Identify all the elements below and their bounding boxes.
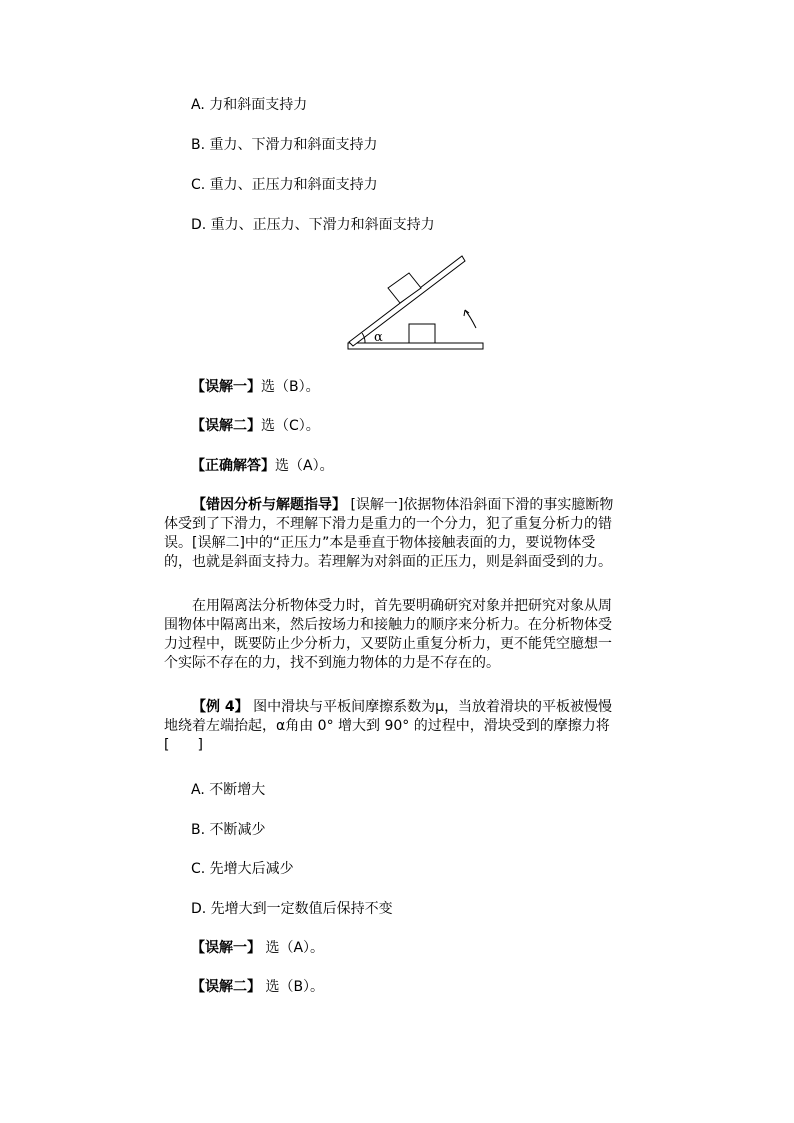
- method-line-4: 个实际不存在的力，找不到施力物体的力是不存在的。: [164, 655, 500, 671]
- example4-line-3: [ ]: [164, 737, 203, 753]
- analysis-line-3: 误。[误解二]中的“正压力”本是垂直于物体接触表面的力，要说物体受: [164, 535, 596, 551]
- correct-answer-tag: 【正确解答】: [191, 458, 275, 474]
- q4-wrong-answer-1: [191, 939, 324, 957]
- ground-board: [348, 343, 483, 349]
- wrong-answer-1-tag: 【误解一】: [191, 379, 261, 395]
- method-paragraph: [164, 597, 684, 673]
- example4-tag: 【例 4】: [192, 699, 249, 715]
- analysis-line-1: 【错因分析与解题指导】 [误解一]依据物体沿斜面下滑的事实臆断物: [192, 497, 614, 513]
- wrong-answer-1-text: 选（B）。: [261, 379, 320, 395]
- wrong-answer-2: [191, 417, 320, 435]
- option-c: C. 重力、正压力和斜面支持力: [191, 177, 378, 193]
- q4-wrong-answer-2-text: 选（B）。: [261, 979, 325, 995]
- analysis-tag: 【错因分析与解题指导】: [192, 497, 346, 513]
- analysis-line-2: 体受到了下滑力，不理解下滑力是重力的一个分力，犯了重复分析力的错: [164, 516, 612, 532]
- method-line-3: 力过程中，既要防止少分析力，又要防止重复分析力，更不能凭空臆想一: [164, 636, 612, 652]
- example4-line-1: 【例 4】 图中滑块与平板间摩擦系数为μ，当放着滑块的平板被慢慢: [192, 699, 612, 715]
- example4-line-2: 地绕着左端抬起，α角由 0° 增大到 90° 的过程中，滑块受到的摩擦力将: [164, 718, 610, 734]
- option-b: B. 重力、下滑力和斜面支持力: [191, 137, 378, 153]
- angle-label: α: [374, 330, 383, 345]
- arrow-icon: [465, 310, 476, 328]
- q4-option-c: C. 先增大后减少: [191, 861, 294, 877]
- q4-option-b: B. 不断减少: [191, 822, 266, 838]
- q4-wrong-answer-1-tag: 【误解一】: [191, 940, 261, 956]
- q4-wrong-answer-1-text: 选（A）。: [261, 940, 325, 956]
- analysis-line-4: 的，也就是斜面支持力。若理解为对斜面的正压力，则是斜面受到的力。: [164, 554, 612, 570]
- block-on-ground: [409, 324, 435, 343]
- q4-option-a: A. 不断增大: [191, 782, 266, 798]
- wrong-answer-2-tag: 【误解二】: [191, 418, 261, 434]
- inclined-board: [349, 256, 465, 346]
- q4-wrong-answer-2: [191, 978, 324, 996]
- wrong-answer-1: [191, 378, 320, 396]
- method-line-1: 在用隔离法分析物体受力时，首先要明确研究对象并把研究对象从周: [192, 598, 612, 614]
- correct-answer: [191, 457, 334, 475]
- option-a: A. 力和斜面支持力: [191, 97, 308, 113]
- q4-wrong-answer-2-tag: 【误解二】: [191, 979, 261, 995]
- wrong-answer-2-text: 选（C）。: [261, 418, 320, 434]
- q4-option-d: D. 先增大到一定数值后保持不变: [191, 901, 393, 917]
- analysis-paragraph: [164, 496, 684, 572]
- option-d: D. 重力、正压力、下滑力和斜面支持力: [191, 217, 435, 233]
- correct-answer-text: 选（A）。: [275, 458, 334, 474]
- incline-figure: [345, 252, 490, 354]
- example4-paragraph: [164, 698, 684, 755]
- method-line-2: 围物体中隔离出来，然后按场力和接触力的顺序来分析力。在分析物体受: [164, 617, 612, 633]
